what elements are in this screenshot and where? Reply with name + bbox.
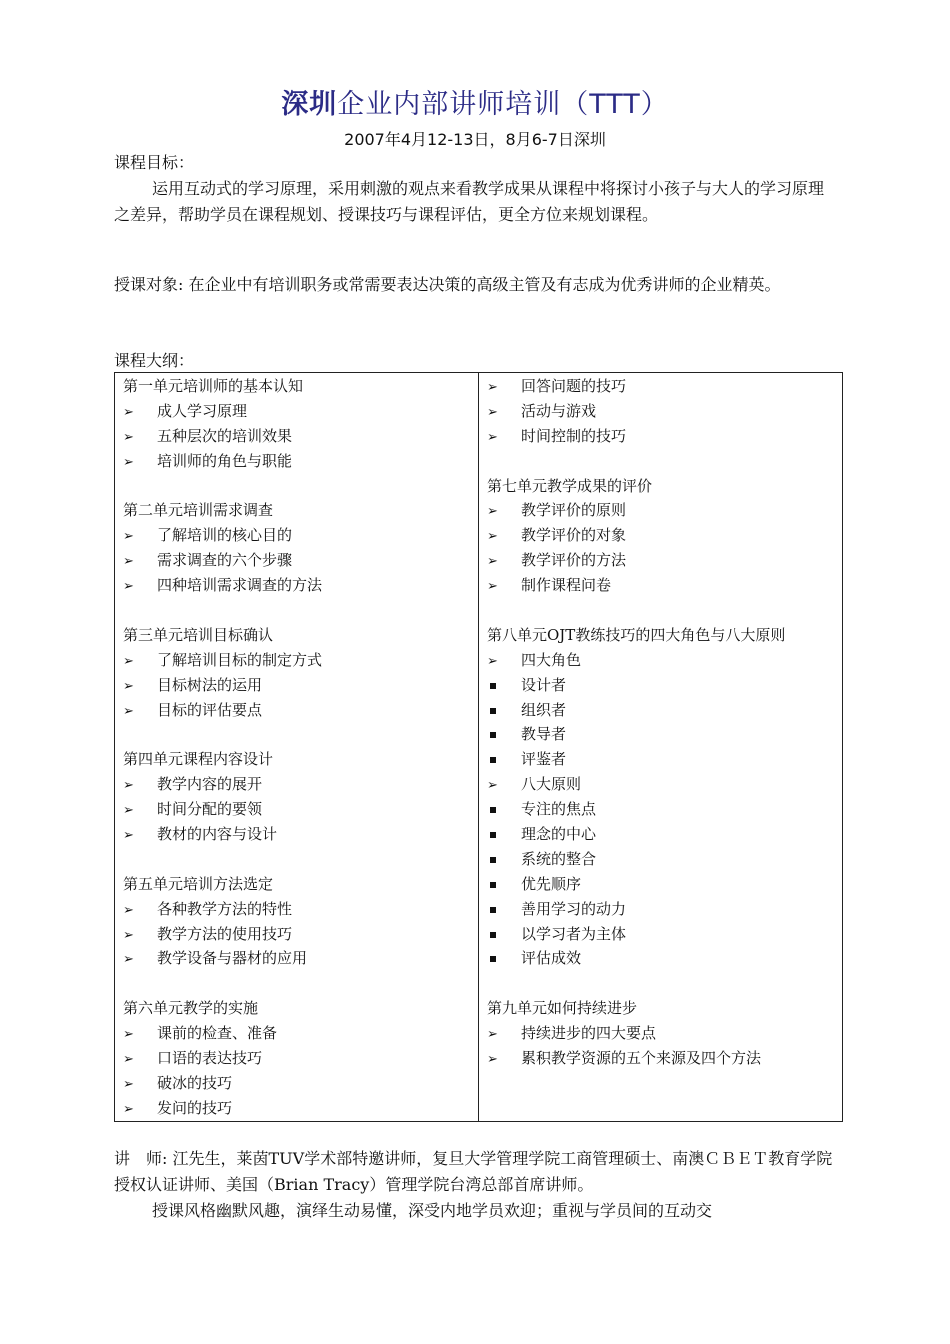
- square-bullet-icon: [487, 922, 521, 947]
- outline-item: [123, 1046, 470, 1071]
- lecturer-label: 讲 师: [114, 1149, 163, 1168]
- outline-item-text: 优先顺序: [521, 874, 582, 893]
- goal-section: [114, 150, 838, 228]
- page-title: [0, 82, 950, 121]
- outline-item: [487, 399, 834, 424]
- audience-text: 在企业中有培训职务或常需要表达决策的高级主管及有志成为优秀讲师的企业精英。: [188, 275, 781, 294]
- outline-item-text: 时间控制的技巧: [521, 426, 627, 445]
- outline-item-text: 了解培训的核心目的: [157, 526, 293, 545]
- arrow-bullet-icon: ➢: [123, 454, 134, 470]
- outline-item-text: 制作课程问卷: [521, 576, 612, 595]
- arrow-bullet-icon: ➢: [487, 429, 498, 445]
- outline-item: [487, 498, 834, 523]
- outline-item-text: 累积教学资源的五个来源及四个方法: [521, 1049, 762, 1068]
- arrow-bullet-icon: ➢: [487, 404, 498, 420]
- unit-heading: [487, 474, 834, 499]
- audience-label: 授课对象: [114, 275, 179, 294]
- audience-section: [114, 272, 838, 298]
- arrow-bullet-icon: ➢: [123, 529, 134, 545]
- arrow-bullet-icon: ➢: [123, 653, 134, 669]
- outline-item-text: 以学习者为主体: [521, 924, 627, 943]
- arrow-bullet-icon: ➢: [487, 1052, 498, 1068]
- outline-item: [123, 772, 470, 797]
- goal-text: 运用互动式的学习原理，采用刺激的观点来看教学成果从课程中将探讨小孩子与大人的学习原理之差异，帮助学员在课程规划、授课技巧与课程评估，更全方位来规划课程。: [114, 179, 825, 224]
- outline-item-text: 破冰的技巧: [157, 1073, 233, 1092]
- outline-item-text: 需求调查的六个步骤: [157, 551, 293, 570]
- goal-label: 课程目标：: [114, 153, 195, 172]
- outline-item: [487, 897, 834, 922]
- spacer: [123, 598, 470, 623]
- arrow-bullet-icon: ➢: [487, 579, 498, 595]
- outline-item-text: 八大原则: [521, 775, 582, 794]
- outline-item: [123, 399, 470, 424]
- square-bullet-icon: [487, 822, 521, 847]
- outline-item: [487, 872, 834, 897]
- outline-item-text: 第四单元课程内容设计: [123, 750, 274, 769]
- outline-item-text: 教学评价的方法: [521, 551, 627, 570]
- outline-item: [123, 1096, 470, 1121]
- lecturer-sep: :: [162, 1149, 173, 1168]
- outline-item: [487, 523, 834, 548]
- square-bullet-icon: [487, 722, 521, 747]
- outline-right-column: [479, 373, 843, 1122]
- arrow-bullet-icon: ➢: [487, 504, 498, 520]
- outline-item: [487, 822, 834, 847]
- square-bullet-icon: [487, 673, 521, 698]
- arrow-bullet-icon: ➢: [487, 554, 498, 570]
- arrow-bullet-icon: ➢: [123, 579, 134, 595]
- outline-item: [487, 1021, 834, 1046]
- outline-item-text: 第三单元培训目标确认: [123, 625, 274, 644]
- arrow-bullet-icon: ➢: [123, 554, 134, 570]
- unit-heading: [123, 872, 470, 897]
- spacer: [123, 847, 470, 872]
- outline-item-text: 第七单元教学成果的评价: [487, 476, 653, 495]
- outline-item-text: 培训师的角色与职能: [157, 451, 293, 470]
- arrow-bullet-icon: ➢: [123, 902, 134, 918]
- arrow-bullet-icon: ➢: [123, 429, 134, 445]
- outline-item: [487, 673, 834, 698]
- outline-item: [123, 523, 470, 548]
- arrow-bullet-icon: ➢: [123, 1027, 134, 1043]
- arrow-bullet-icon: ➢: [123, 778, 134, 794]
- outline-item: [487, 1046, 834, 1071]
- outline-item-text: 活动与游戏: [521, 401, 597, 420]
- outline-item-text: 教学评价的对象: [521, 526, 627, 545]
- outline-item: [487, 698, 834, 723]
- outline-item-text: 专注的焦点: [521, 800, 597, 819]
- outline-item: [487, 946, 834, 971]
- outline-item: [487, 772, 834, 797]
- outline-item: [123, 1071, 470, 1096]
- outline-item: [123, 1021, 470, 1046]
- title-rest: 企业内部讲师培训（TTT）: [337, 89, 669, 120]
- outline-item-text: 口语的表达技巧: [157, 1049, 263, 1068]
- lecturer-section: [114, 1146, 838, 1224]
- outline-item-text: 理念的中心: [521, 825, 597, 844]
- outline-item-text: 系统的整合: [521, 849, 597, 868]
- audience-sep: :: [178, 275, 189, 294]
- arrow-bullet-icon: ➢: [487, 653, 498, 669]
- unit-heading: [123, 747, 470, 772]
- square-bullet-icon: [487, 847, 521, 872]
- spacer: [123, 722, 470, 747]
- arrow-bullet-icon: ➢: [123, 1052, 134, 1068]
- lecturer-text: 江先生，莱茵TUV学术部特邀讲师，复旦大学管理学院工商管理硕士、南澳ＣＢＥＴ教育学院授权认证讲师、美国（Brian Tracy）管理学院台湾总部首席讲师。: [114, 1149, 833, 1194]
- square-bullet-icon: [487, 747, 521, 772]
- outline-item: [487, 922, 834, 947]
- outline-item-text: 教学设备与器材的应用: [157, 949, 308, 968]
- square-bullet-icon: [487, 897, 521, 922]
- arrow-bullet-icon: ➢: [487, 529, 498, 545]
- outline-item: [123, 797, 470, 822]
- spacer: [123, 474, 470, 499]
- unit-heading: [123, 374, 470, 399]
- date-line: 2007年4月12-13日，8月6-7日深圳: [344, 130, 606, 149]
- outline-item-text: 回答问题的技巧: [521, 377, 627, 395]
- outline-item-text: 第八单元OJT教练技巧的四大角色与八大原则: [487, 625, 786, 644]
- outline-item-text: 评鉴者: [521, 750, 567, 769]
- outline-item-text: 第一单元培训师的基本认知: [123, 377, 304, 395]
- outline-item: [487, 374, 834, 399]
- outline-item: [123, 922, 470, 947]
- unit-heading: [123, 623, 470, 648]
- outline-item-text: 课前的检查、准备: [157, 1024, 278, 1043]
- outline-item-text: 五种层次的培训效果: [157, 426, 293, 445]
- outline-table: [114, 372, 843, 1122]
- outline-item: [123, 449, 470, 474]
- unit-heading: [487, 996, 834, 1021]
- unit-heading: [123, 996, 470, 1021]
- arrow-bullet-icon: ➢: [123, 828, 134, 844]
- outline-item-text: 第二单元培训需求调查: [123, 501, 274, 520]
- spacer: [487, 449, 834, 474]
- outline-item-text: 成人学习原理: [157, 401, 248, 420]
- unit-heading: [487, 623, 834, 648]
- outline-item: [123, 424, 470, 449]
- outline-item-text: 目标的评估要点: [157, 700, 263, 719]
- outline-item-text: 持续进步的四大要点: [521, 1024, 657, 1043]
- outline-label: 课程大纲：: [114, 351, 195, 370]
- arrow-bullet-icon: ➢: [123, 927, 134, 943]
- arrow-bullet-icon: ➢: [123, 952, 134, 968]
- outline-item-text: 四大角色: [521, 650, 582, 669]
- spacer: [123, 971, 470, 996]
- spacer: [487, 598, 834, 623]
- outline-item-text: 教导者: [521, 725, 567, 744]
- arrow-bullet-icon: ➢: [487, 380, 498, 395]
- outline-item-text: 时间分配的要领: [157, 800, 263, 819]
- outline-item-text: 评估成效: [521, 949, 582, 968]
- square-bullet-icon: [487, 698, 521, 723]
- square-bullet-icon: [487, 797, 521, 822]
- outline-item: [123, 548, 470, 573]
- outline-item: [487, 797, 834, 822]
- spacer: [487, 971, 834, 996]
- outline-left-column: [115, 373, 479, 1122]
- outline-item-text: 第九单元如何持续进步: [487, 999, 638, 1018]
- lecturer-style: 授课风格幽默风趣，演绎生动易懂，深受内地学员欢迎；重视与学员间的互动交: [152, 1201, 713, 1220]
- outline-item: [487, 648, 834, 673]
- outline-item: [487, 573, 834, 598]
- arrow-bullet-icon: ➢: [487, 1027, 498, 1043]
- outline-item-text: 教材的内容与设计: [157, 825, 278, 844]
- outline-item: [487, 424, 834, 449]
- outline-item-text: 发问的技巧: [157, 1098, 233, 1117]
- unit-heading: [123, 498, 470, 523]
- outline-item-text: 四种培训需求调查的方法: [157, 576, 323, 595]
- arrow-bullet-icon: ➢: [123, 678, 134, 694]
- outline-item: [123, 573, 470, 598]
- outline-item-text: 教学评价的原则: [521, 501, 627, 520]
- outline-item-text: 善用学习的动力: [521, 899, 627, 918]
- outline-item-text: 目标树法的运用: [157, 675, 263, 694]
- outline-item: [487, 722, 834, 747]
- outline-item-text: 第五单元培训方法选定: [123, 874, 274, 893]
- outline-item-text: 第六单元教学的实施: [123, 999, 259, 1018]
- title-bold: 深圳: [281, 89, 338, 120]
- outline-item: [123, 648, 470, 673]
- outline-item: [123, 673, 470, 698]
- outline-item: [123, 946, 470, 971]
- arrow-bullet-icon: ➢: [123, 803, 134, 819]
- outline-item: [123, 897, 470, 922]
- arrow-bullet-icon: ➢: [123, 703, 134, 719]
- outline-item: [487, 847, 834, 872]
- outline-item: [123, 698, 470, 723]
- arrow-bullet-icon: ➢: [123, 1101, 134, 1117]
- outline-item-text: 教学内容的展开: [157, 775, 263, 794]
- outline-item: [123, 822, 470, 847]
- square-bullet-icon: [487, 946, 521, 971]
- arrow-bullet-icon: ➢: [123, 1076, 134, 1092]
- arrow-bullet-icon: ➢: [487, 778, 498, 794]
- outline-item: [487, 548, 834, 573]
- outline-item-text: 各种教学方法的特性: [157, 899, 293, 918]
- outline-item-text: 组织者: [521, 700, 567, 719]
- outline-item-text: 教学方法的使用技巧: [157, 924, 293, 943]
- outline-item-text: 了解培训目标的制定方式: [157, 650, 323, 669]
- outline-item-text: 设计者: [521, 675, 567, 694]
- arrow-bullet-icon: ➢: [123, 404, 134, 420]
- square-bullet-icon: [487, 872, 521, 897]
- outline-item: [487, 747, 834, 772]
